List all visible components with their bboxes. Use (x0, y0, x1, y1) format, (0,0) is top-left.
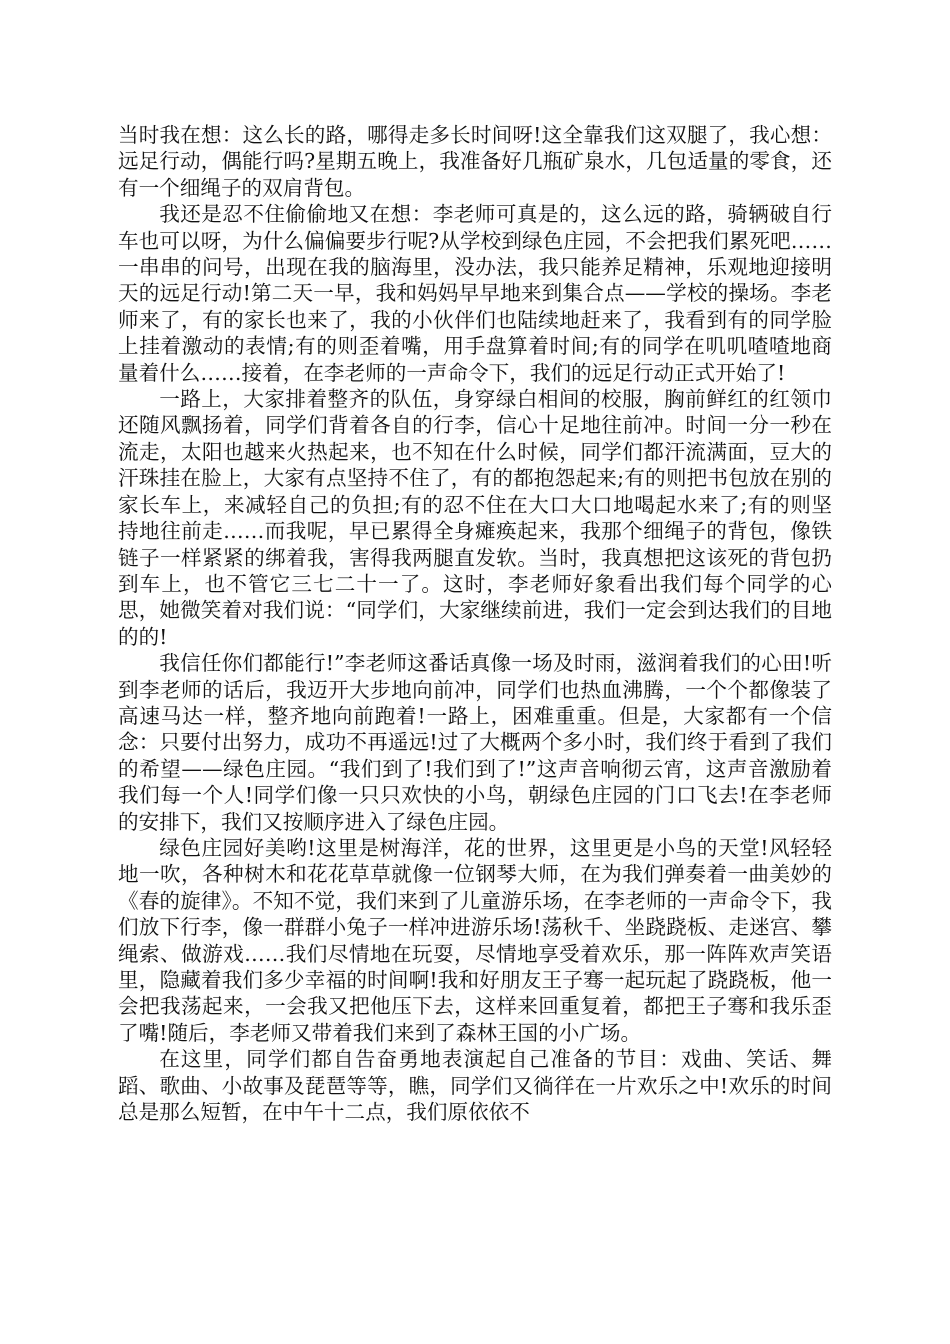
paragraph-5: 绿色庄园好美哟!这里是树海洋，花的世界，这里更是小鸟的天堂!风轻轻地一吹，各种树木和花花草草就像一位钢琴大师，在为我们弹奏着一曲美妙的《春的旋律》。不知不觉，我们来到了儿童游乐场，在李老师的一声命令下，我们放下行李，像一群群小兔子一样冲进游乐场!荡秋千、坐跷跷板、走迷宫、攀绳索、做游戏……我们尽情地在玩耍，尽情地享受着欢乐，那一阵阵欢声笑语里，隐藏着我们多少幸福的时间啊!我和好朋友王子骞一起玩起了跷跷板，他一会把我荡起来，一会我又把他压下去，这样来回重复着，都把王子骞和我乐歪了嘴!随后，李老师又带着我们来到了森林王国的小广场。 (118, 835, 832, 1045)
paragraph-4: 我信任你们都能行!”李老师这番话真像一场及时雨，滋润着我们的心田!听到李老师的话后，我迈开大步地向前冲，同学们也热血沸腾，一个个都像装了高速马达一样，整齐地向前跑着!一路上，困难重重。但是，大家都有一个信念：只要付出努力，成功不再遥远!过了大概两个多小时，我们终于看到了我们的希望——绿色庄园。“我们到了!我们到了!”这声音响彻云宵，这声音激励着我们每一个人!同学们像一只只欢快的小鸟，朝绿色庄园的门口飞去!在李老师的安排下，我们又按顺序进入了绿色庄园。 (118, 651, 832, 834)
paragraph-3: 一路上，大家排着整齐的队伍，身穿绿白相间的校服，胸前鲜红的红领巾还随风飘扬着，同学们背着各自的行李，信心十足地往前冲。时间一分一秒在流走，太阳也越来火热起来，也不知在什么时候，同学们都汗流满面，豆大的汗珠挂在脸上，大家有点坚持不住了，有的都抱怨起来;有的则把书包放在别的家长车上，来减轻自己的负担;有的忍不住在大口大口地喝起水来了;有的则坚持地往前走……而我呢，早已累得全身瘫痪起来，我那个细绳子的背包，像铁链子一样紧紧的绑着我，害得我两腿直发软。当时，我真想把这该死的背包扔到车上，也不管它三七二十一了。这时，李老师好象看出我们每个同学的心思，她微笑着对我们说：“同学们，大家继续前进，我们一定会到达我们的目地的的! (118, 387, 832, 649)
paragraph-2: 我还是忍不住偷偷地又在想：李老师可真是的，这么远的路，骑辆破自行车也可以呀，为什么偏偏要步行呢?从学校到绿色庄园，不会把我们累死吧……一串串的问号，出现在我的脑海里，没办法，我只能养足精神，乐观地迎接明天的远足行动!第二天一早，我和妈妈早早地来到集合点——学校的操场。李老师来了，有的家长也来了，我的小伙伴们也陆续地赶来了，我看到有的同学脸上挂着激动的表情;有的则歪着嘴，用手盘算着时间;有的同学在叽叽喳喳地商量着什么……接着，在李老师的一声命令下，我们的远足行动正式开始了! (118, 202, 832, 385)
paragraph-6: 在这里，同学们都自告奋勇地表演起自己准备的节目：戏曲、笑话、舞蹈、歌曲、小故事及琵琶等等，瞧，同学们又徜徉在一片欢乐之中!欢乐的时间总是那么短暂，在中午十二点，我们原依依不 (118, 1047, 832, 1125)
document-page (118, 122, 832, 1125)
paragraph-1: 当时我在想：这么长的路，哪得走多长时间呀!这全靠我们这双腿了，我心想：远足行动，偶能行吗?星期五晚上，我准备好几瓶矿泉水，几包适量的零食，还有一个细绳子的双肩背包。 (118, 123, 832, 200)
